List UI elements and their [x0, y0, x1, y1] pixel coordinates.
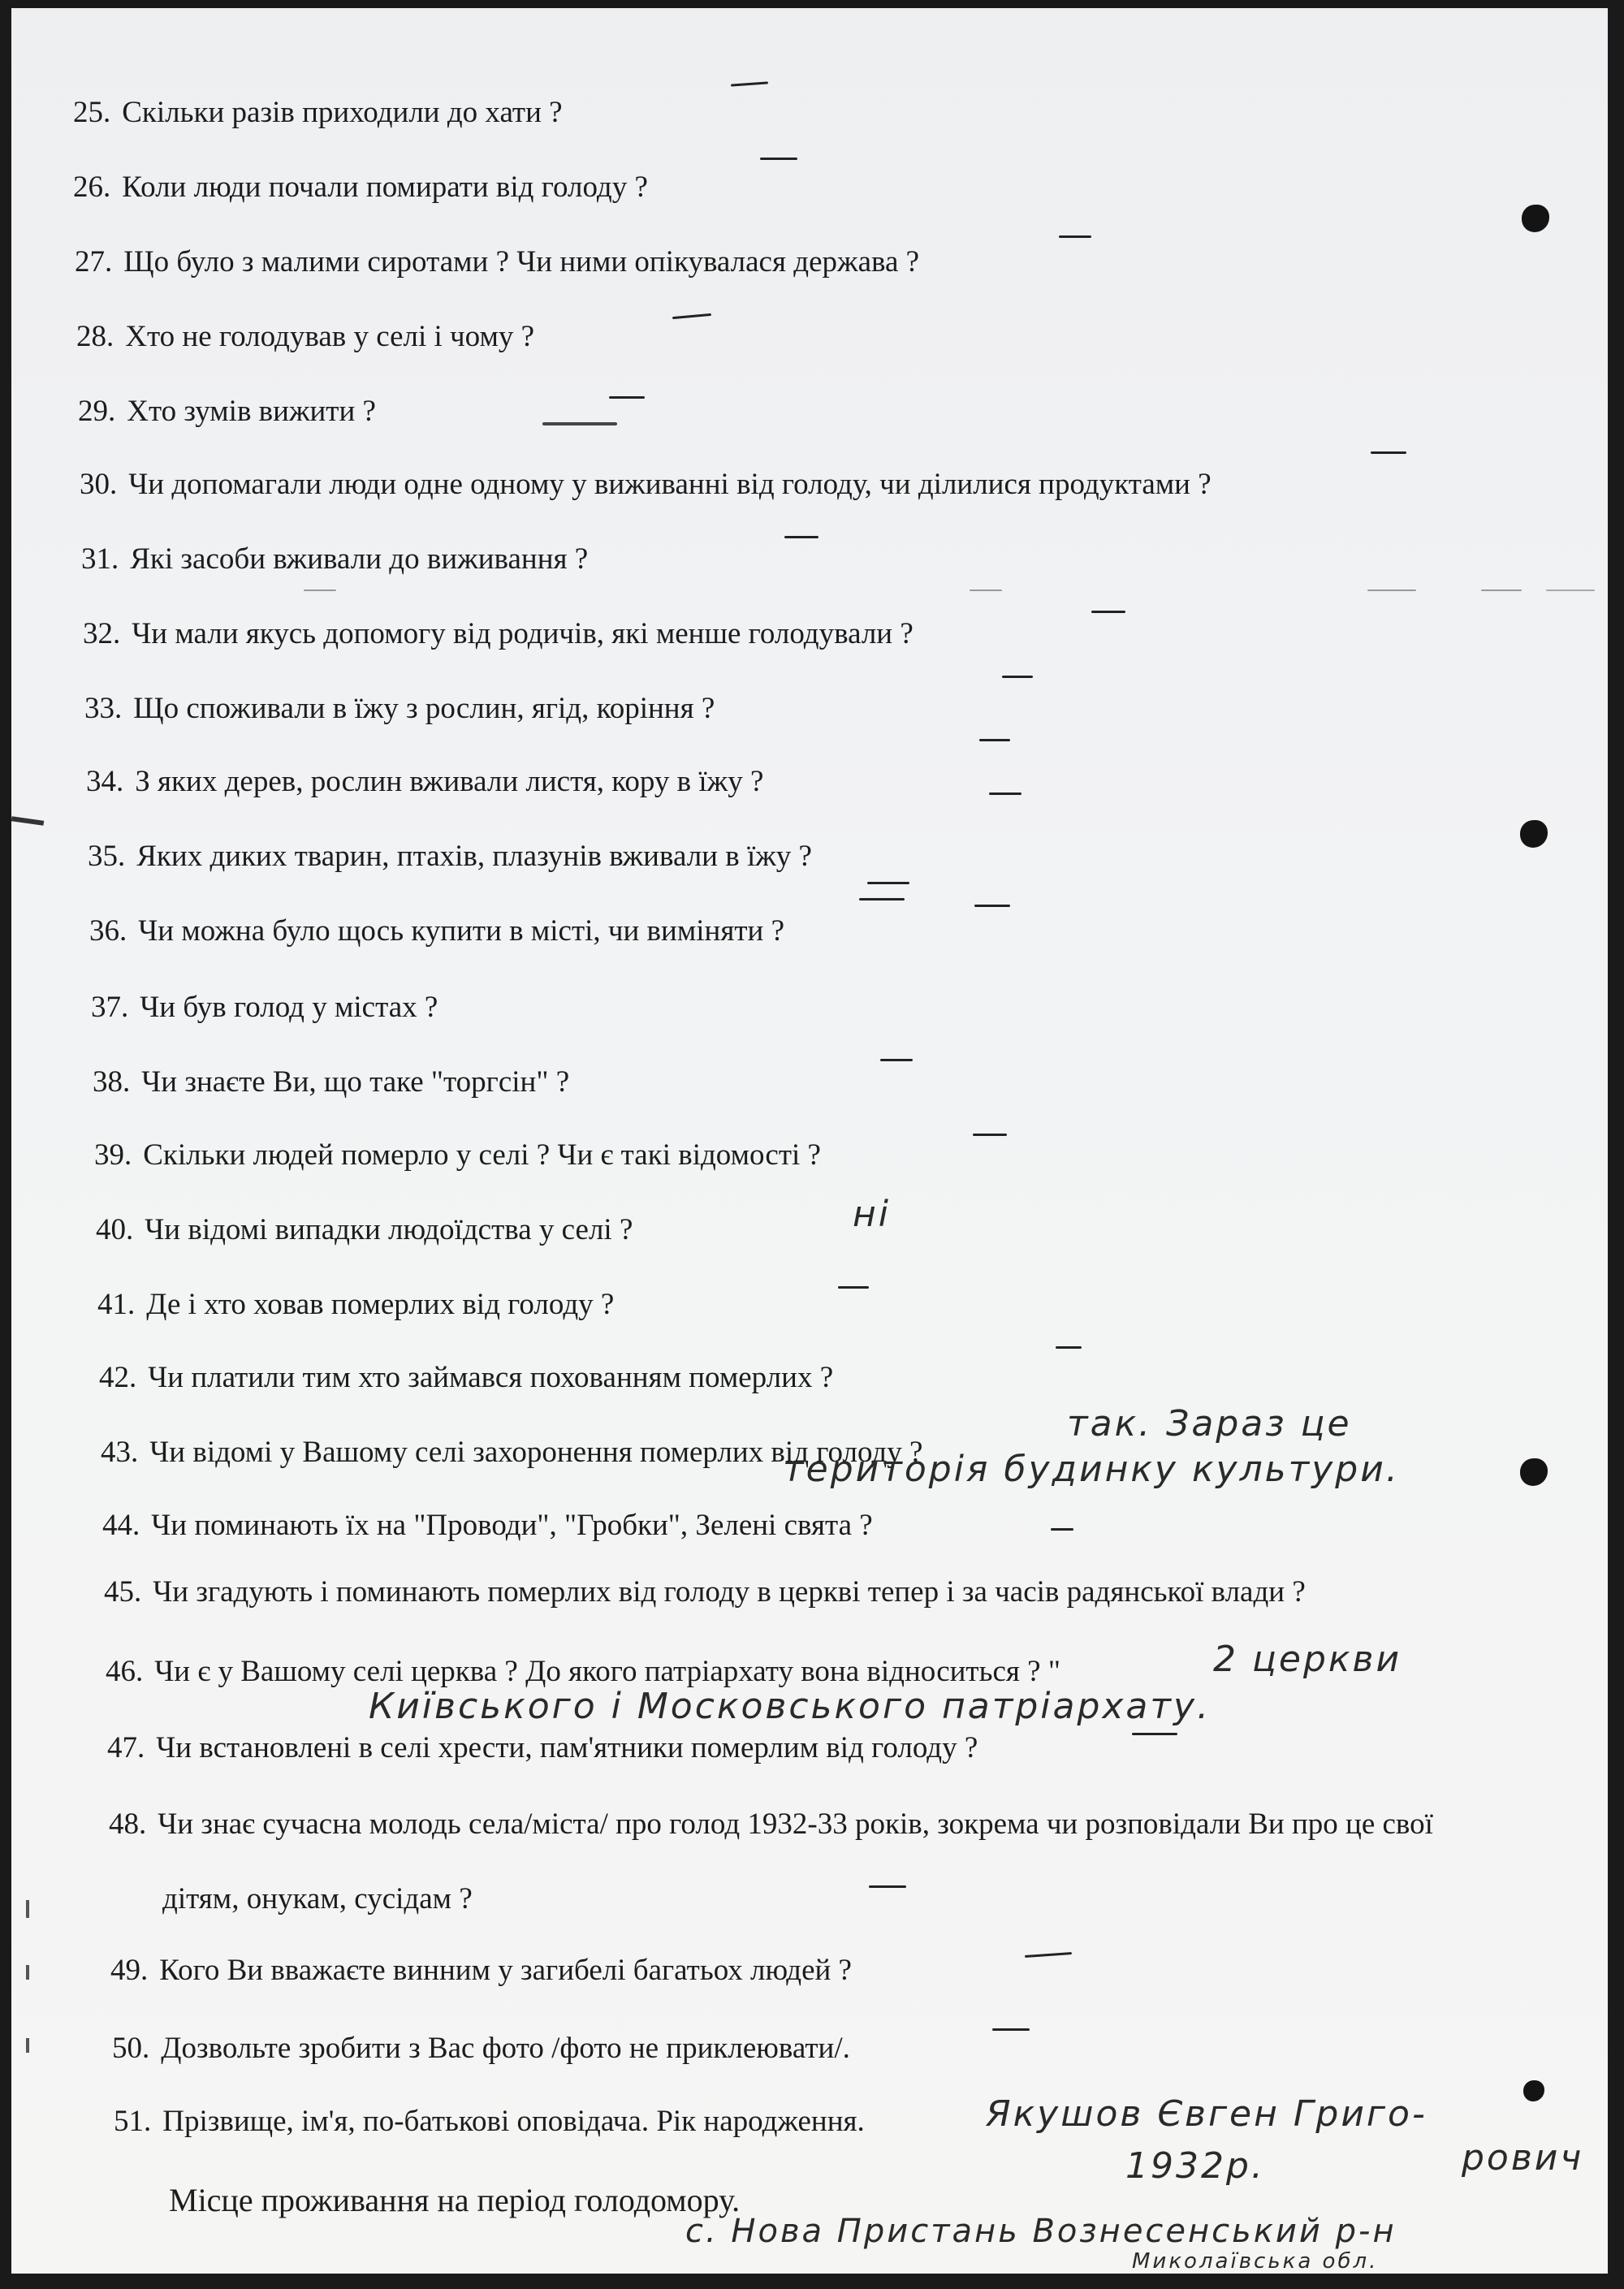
answer-51-year-handwritten: 1932р. [1125, 2145, 1265, 2187]
question-27: 27. Що було з малими сиротами ? Чи ними опікувалася держава ? [75, 245, 920, 279]
answer-dash [869, 1885, 906, 1888]
answer-dash [609, 396, 645, 399]
scan-mark [1546, 590, 1595, 591]
answer-dash [974, 905, 1010, 907]
answer-dash [542, 422, 617, 425]
question-50: 50. Дозвольте зробити з Вас фото /фото не приклеювати/. [112, 2032, 850, 2065]
answer-dash [880, 1059, 913, 1061]
place-of-residence-label: Місце проживання на період голодомору. [169, 2182, 741, 2218]
answer-51-name-handwritten: Якушов Євген Григо- [986, 2093, 1427, 2135]
scan-mark [970, 590, 1002, 591]
answer-dash [838, 1286, 869, 1289]
question-51: 51. Прізвище, ім'я, по-батькові оповідача. Рік народження. [114, 2105, 865, 2138]
question-26: 26. Коли люди почали помирати від голоду ? [73, 171, 648, 204]
punch-hole [1523, 2080, 1544, 2101]
question-48-continuation: дітям, онукам, сусідам ? [162, 1882, 473, 1915]
answer-dash [979, 739, 1010, 741]
question-43: 43. Чи відомі у Вашому селі захоронення померлих від голоду ? [101, 1436, 923, 1469]
question-42: 42. Чи платили тим хто займався похованням померлих ? [99, 1361, 834, 1394]
question-28: 28. Хто не голодував у селі і чому ? [76, 320, 535, 353]
question-32: 32. Чи мали якусь допомогу від родичів, які менше голодували ? [83, 617, 914, 650]
question-30: 30. Чи допомагали люди одне одному у виживанні від голоду, чи ділилися продуктами ? [80, 468, 1212, 501]
question-46: 46. Чи є у Вашому селі церква ? До якого патріархату вона відноситься ? " [106, 1655, 1060, 1688]
punch-hole [1522, 205, 1549, 232]
question-29: 29. Хто зумів вижити ? [78, 395, 376, 428]
answer-40-handwritten: ні [853, 1194, 891, 1235]
answer-dash [973, 1134, 1007, 1136]
punch-hole [1520, 1458, 1548, 1486]
edge-mark [26, 2038, 29, 2053]
question-36: 36. Чи можна було щось купити в місті, чи виміняти ? [89, 914, 784, 948]
question-37: 37. Чи був голод у містах ? [91, 991, 438, 1024]
question-49: 49. Кого Ви вважаєте винним у загибелі багатьох людей ? [110, 1954, 852, 1987]
answer-dash [859, 898, 905, 900]
scan-mark [304, 590, 336, 591]
answer-dash [784, 536, 818, 538]
answer-place-line2-handwritten: Миколаївська обл. [1132, 2249, 1379, 2274]
question-33: 33. Що споживали в їжу з рослин, ягід, коріння ? [84, 692, 715, 725]
question-39: 39. Скільки людей померло у селі ? Чи є такі відомості ? [94, 1138, 821, 1172]
question-47: 47. Чи встановлені в селі хрести, пам'ятники померлим від голоду ? [107, 1731, 978, 1764]
answer-46-line1-handwritten: 2 церкви [1213, 1639, 1402, 1680]
answer-dash [992, 2028, 1030, 2031]
question-35: 35. Яких диких тварин, птахів, плазунів вживали в їжу ? [88, 840, 812, 873]
answer-dash [1371, 451, 1406, 454]
scan-mark [1481, 590, 1522, 591]
question-41: 41. Де і хто ховав померлих від голоду ? [97, 1288, 615, 1321]
answer-dash [989, 793, 1021, 795]
question-34: 34. З яких дерев, рослин вживали листя, кору в їжу ? [86, 765, 764, 798]
question-25: 25. Скільки разів приходили до хати ? [73, 96, 563, 129]
answer-dash [672, 313, 711, 319]
questionnaire-page [11, 8, 1608, 2274]
answer-dash [1059, 235, 1091, 238]
question-44: 44. Чи поминають їх на "Проводи", "Гробки", Зелені свята ? [102, 1509, 873, 1542]
answer-dash [1056, 1346, 1082, 1349]
answer-43-line1-handwritten: так. Зараз це [1067, 1403, 1352, 1445]
edge-mark [11, 816, 44, 826]
answer-dash [867, 882, 909, 884]
question-31: 31. Які засоби вживали до виживання ? [81, 542, 589, 576]
answer-dash [1002, 676, 1033, 678]
answer-dash [731, 81, 768, 86]
question-45: 45. Чи згадують і поминають померлих від голоду в церкві тепер і за часів радянської влади ? [104, 1575, 1306, 1609]
scan-mark [1367, 590, 1416, 591]
edge-mark [26, 1965, 29, 1980]
question-38: 38. Чи знаєте Ви, що таке "торгсін" ? [93, 1065, 570, 1099]
answer-dash [1025, 1952, 1072, 1958]
punch-hole [1520, 820, 1548, 848]
answer-place-line1-handwritten: с. Нова Пристань Вознесенський р-н [685, 2213, 1397, 2250]
answer-dash [1091, 611, 1125, 613]
answer-46-line2-handwritten: Київського і Московського патріархату. [369, 1686, 1212, 1727]
edge-mark [26, 1900, 29, 1918]
question-48: 48. Чи знає сучасна молодь села/міста/ про голод 1932-33 років, зокрема чи розповідали Ви про це свої [109, 1807, 1433, 1841]
answer-dash [1051, 1528, 1073, 1531]
answer-dash [760, 158, 797, 160]
answer-43-line2-handwritten: територія будинку культури. [783, 1449, 1400, 1490]
answer-51-name-cont-handwritten: рович [1462, 2137, 1584, 2179]
question-40: 40. Чи відомі випадки людоїдства у селі ? [96, 1213, 633, 1246]
answer-dash [1132, 1733, 1177, 1735]
